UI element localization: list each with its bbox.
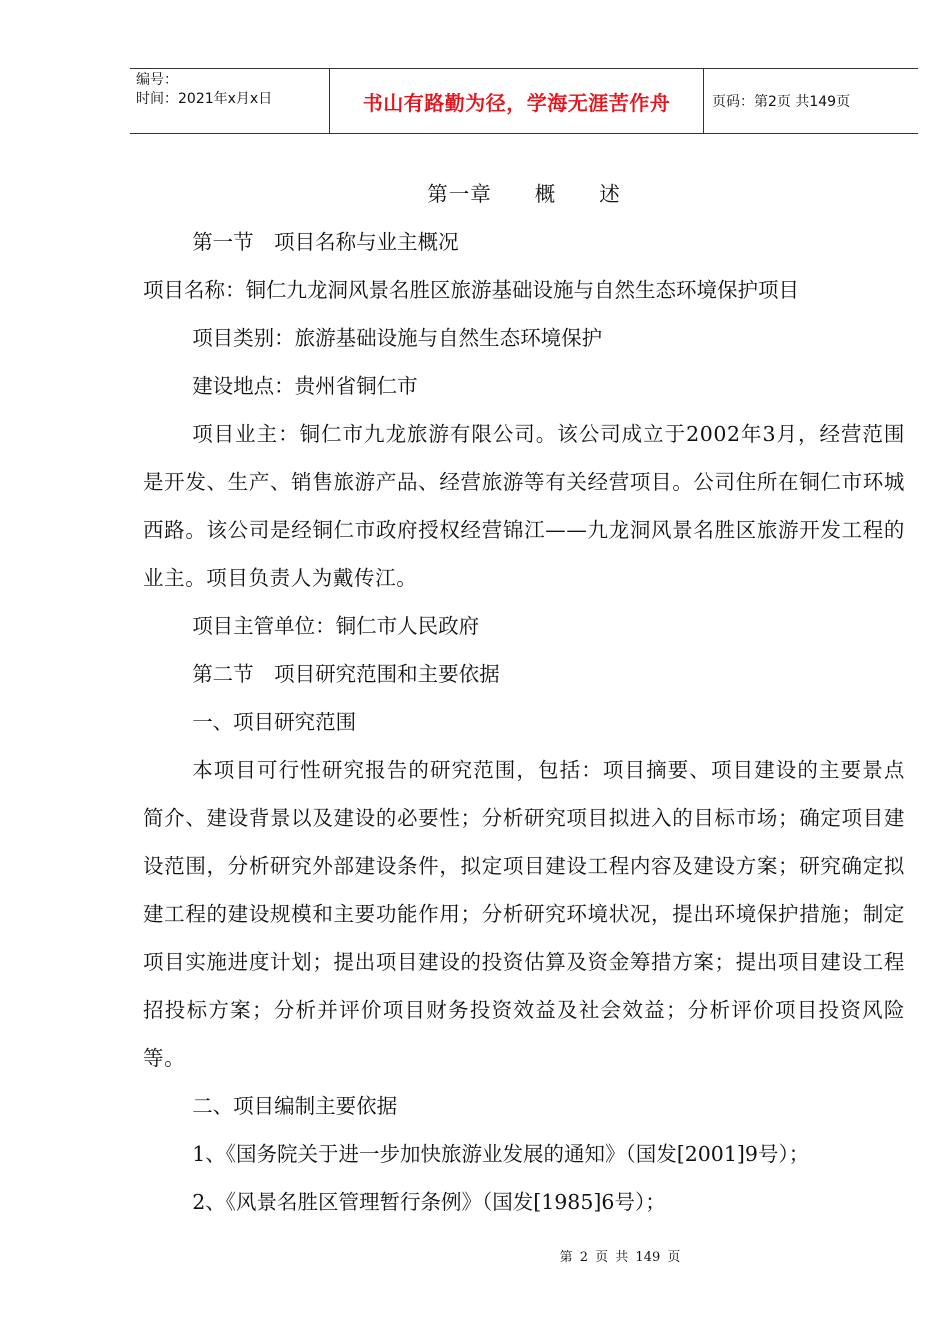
project-name: 项目名称：铜仁九龙洞风景名胜区旅游基础设施与自然生态环境保护项目 (143, 278, 799, 302)
chapter-title: 第一章 概 述 (427, 182, 621, 206)
project-category: 项目类别：旅游基础设施与自然生态环境保护 (192, 326, 603, 350)
basis-item-1: 1、《国务院关于进一步加快旅游业发展的通知》（国发[2001]9号）； (192, 1142, 810, 1166)
document-body (143, 170, 905, 1226)
basis-heading: 二、项目编制主要依据 (192, 1094, 398, 1118)
section-title-1: 第一节 项目名称与业主概况 (192, 230, 459, 254)
page-footer: 第 2 页 共 149 页 (559, 1250, 681, 1265)
scope-heading: 一、项目研究范围 (192, 710, 357, 734)
header-page-code: 页码：第2页 共149页 (712, 94, 851, 110)
document-number-label: 编号： (136, 72, 178, 88)
project-location: 建设地点：贵州省铜仁市 (192, 374, 418, 398)
section-title-2: 第二节 项目研究范围和主要依据 (192, 662, 500, 686)
header-meta (130, 69, 330, 133)
page-header (130, 68, 918, 134)
basis-item-2: 2、《风景名胜区管理暂行条例》（国发[1985]6号）； (192, 1190, 666, 1214)
header-motto: 书山有路勤为径，学海无涯苦作舟 (330, 69, 704, 133)
document-date-label: 时间：2021年x月x日 (136, 91, 273, 107)
project-authority: 项目主管单位：铜仁市人民政府 (192, 614, 480, 638)
scope-paragraph: 本项目可行性研究报告的研究范围，包括：项目摘要、项目建设的主要景点简介、建设背景以及建设的必要性；分析研究项目拟进入的目标市场；确定项目建设范围，分析研究外部建设条件，拟定项目建设工程内容及建设方案；研究确定拟建工程的建设规模和主要功能作用；分析研究环境状况，提出环境保护措施；制定项目实施进度计划；提出项目建设的投资估算及资金筹措方案；提出项目建设工程招投标方案；分析并评价项目财务投资效益及社会效益；分析评价项目投资风险等。 (143, 758, 905, 1070)
project-owner-paragraph: 项目业主：铜仁市九龙旅游有限公司。该公司成立于2002年3月，经营范围是开发、生产、销售旅游产品、经营旅游等有关经营项目。公司住所在铜仁市环城西路。该公司是经铜仁市政府授权经营锦江——九龙洞风景名胜区旅游开发工程的业主。项目负责人为戴传江。 (143, 422, 905, 590)
